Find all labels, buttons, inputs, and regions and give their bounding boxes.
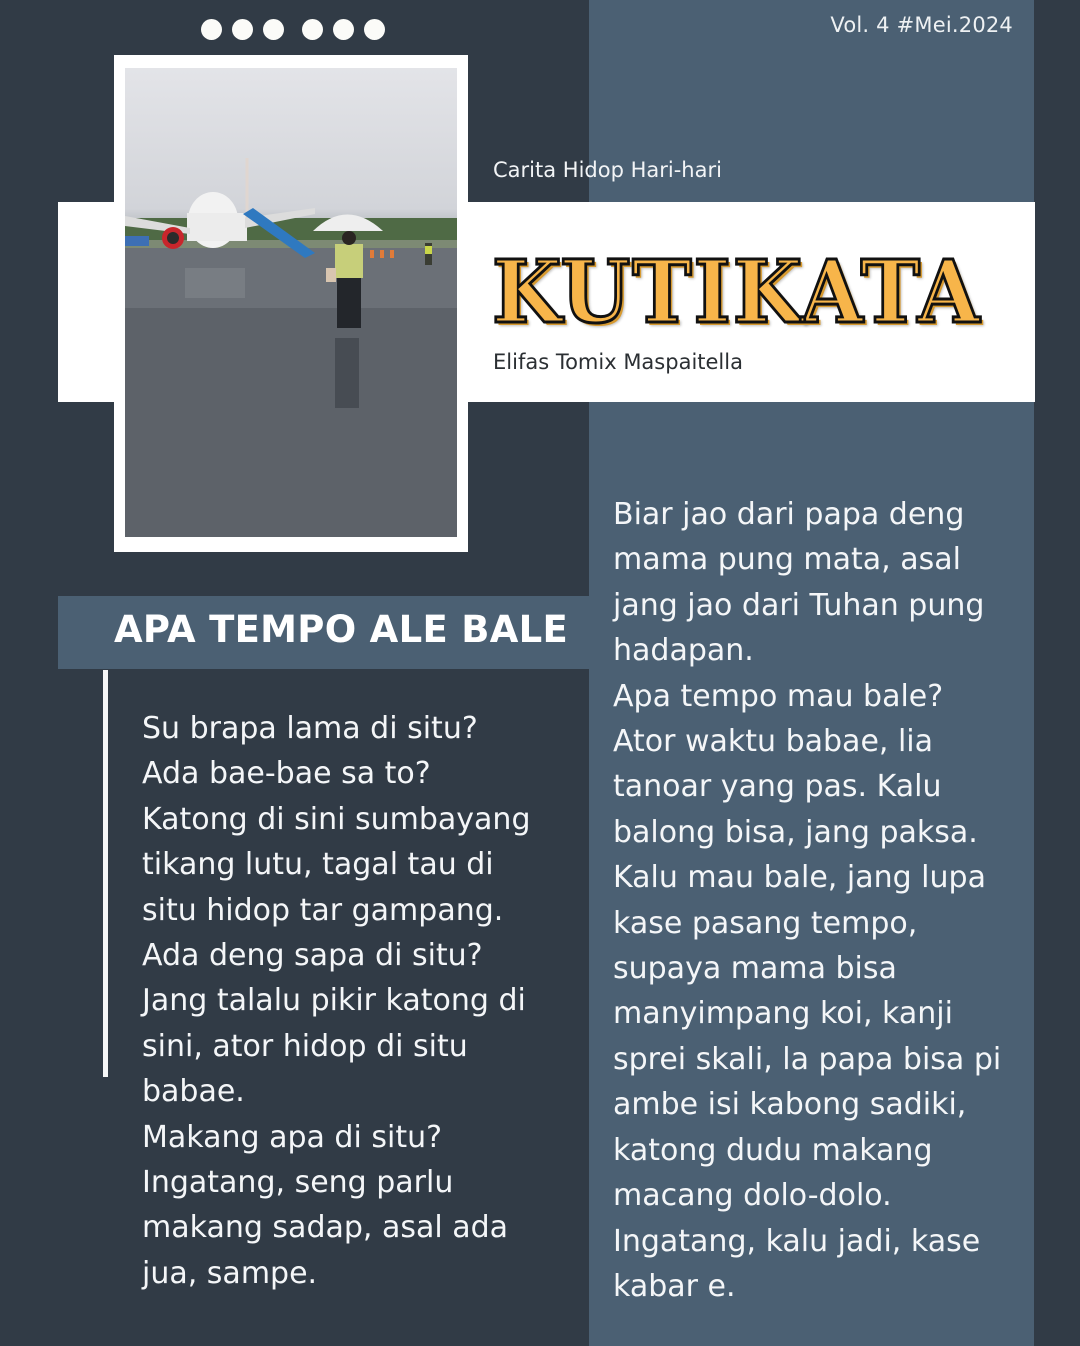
poem-line: tanoar yang pas. Kalu — [613, 769, 942, 805]
poem-line: situ hidop tar gampang. — [142, 892, 504, 928]
poem-line: Katong di sini sumbayang — [142, 801, 531, 837]
article-title-bar — [58, 596, 589, 669]
dot-icon — [201, 19, 222, 40]
poem-line: Ingatang, kalu jadi, kase — [613, 1223, 981, 1259]
article-title: APA TEMPO ALE BALE — [114, 608, 569, 651]
poem-line: makang sadap, asal ada — [142, 1210, 509, 1246]
poem-line: babae. — [142, 1074, 245, 1110]
poem-line: kase pasang tempo, — [613, 905, 918, 941]
poem-line: Ada bae-bae sa to? — [142, 756, 431, 792]
poem-right-column — [613, 492, 1001, 1309]
poem-line: sini, ator hidop di situ — [142, 1028, 468, 1064]
section-kicker: Carita Hidop Hari-hari — [493, 158, 722, 182]
poem-line: tikang lutu, tagal tau di — [142, 847, 494, 883]
poem-line: balong bisa, jang paksa. — [613, 814, 978, 850]
kutikata-wordmark: KUTIKATA — [492, 242, 982, 343]
poem-line: hadapan. — [613, 633, 754, 669]
cover-photo — [125, 68, 457, 537]
poem-line: Ada deng sapa di situ? — [142, 938, 483, 974]
poem-left-column — [142, 706, 531, 1296]
poem-line: Su brapa lama di situ? — [142, 711, 478, 746]
dot-icon — [364, 19, 385, 40]
poem-line: Ingatang, seng parlu — [142, 1165, 454, 1201]
poem-line: sprei skali, la papa bisa pi — [613, 1041, 1002, 1077]
poem-line: kabar e. — [613, 1268, 736, 1304]
poem-line: Kalu mau bale, jang lupa — [613, 860, 986, 896]
dot-icon — [263, 19, 284, 40]
poem-line: macang dolo-dolo. — [613, 1178, 892, 1214]
dot-icon — [302, 19, 323, 40]
poem-line: jang jao dari Tuhan pung — [613, 587, 985, 623]
airport-scene-illustration — [125, 68, 457, 537]
left-accent-line — [103, 670, 108, 1077]
poem-line: ambe isi kabong sadiki, — [613, 1087, 967, 1123]
poem-line: jua, sampe. — [142, 1255, 318, 1291]
issue-label: Vol. 4 #Mei.2024 — [830, 13, 1013, 37]
poem-line: Jang talalu pikir katong di — [142, 983, 526, 1019]
poem-line: katong dudu makang — [613, 1132, 933, 1168]
dot-icon — [232, 19, 253, 40]
author-name: Elifas Tomix Maspaitella — [493, 350, 743, 374]
poem-line: supaya mama bisa — [613, 951, 897, 987]
poem-line: Biar jao dari papa deng — [613, 497, 965, 532]
decorative-dots — [201, 19, 395, 40]
photo-frame — [114, 55, 468, 552]
dot-icon — [333, 19, 354, 40]
poem-line: Ator waktu babae, lia — [613, 724, 934, 760]
poem-line: mama pung mata, asal — [613, 542, 961, 578]
poem-line: Makang apa di situ? — [142, 1119, 443, 1155]
right-margin — [1034, 0, 1080, 1346]
poem-line: Apa tempo mau bale? — [613, 678, 944, 714]
poem-line: manyimpang koi, kanji — [613, 996, 953, 1032]
